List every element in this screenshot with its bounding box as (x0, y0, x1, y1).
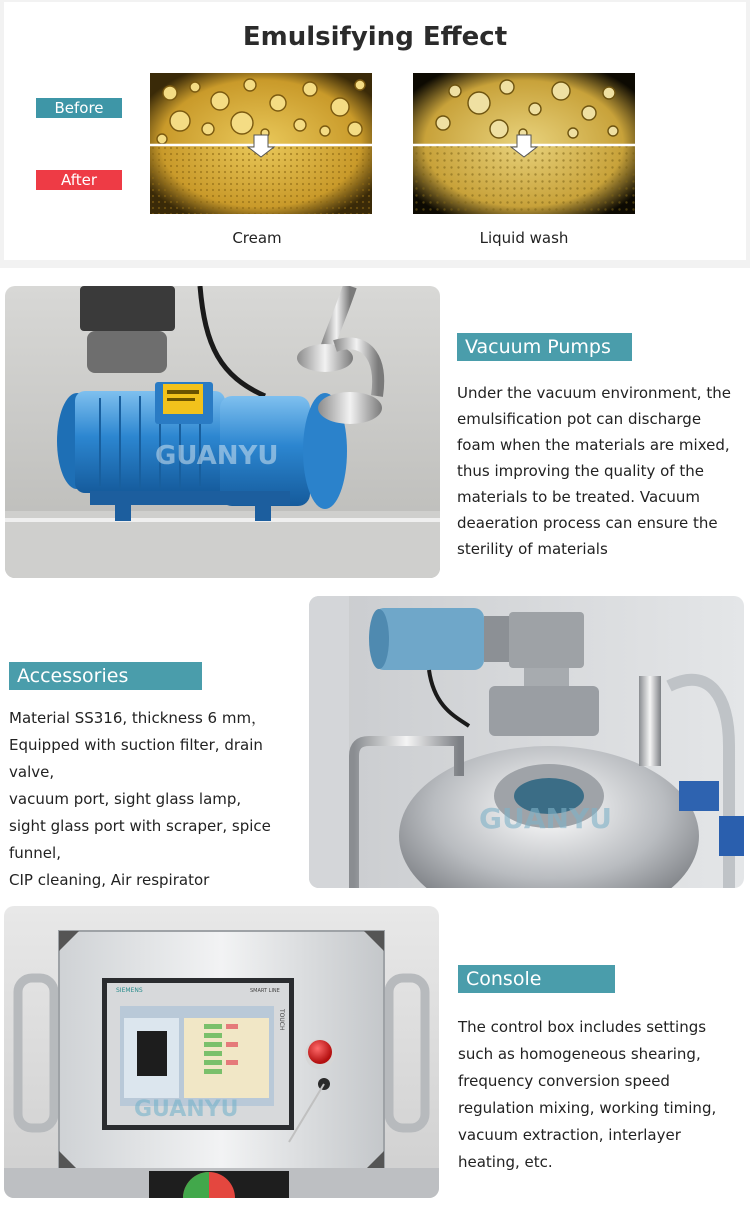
console-photo (4, 906, 439, 1198)
pump-watermark: GUANYU (155, 441, 279, 471)
accessories-description (9, 705, 304, 894)
effect-title: Emulsifying Effect (242, 22, 508, 52)
cream-micrograph (150, 73, 372, 214)
before-label: Before (36, 98, 122, 118)
vacuum-pump-photo (5, 286, 440, 578)
vacuum-pumps-heading: Vacuum Pumps (457, 333, 632, 361)
accessories-line: sight glass port with scraper, spice funnel, (9, 817, 271, 862)
accessories-watermark: GUANYU (479, 802, 612, 835)
console-description: The control box includes settings such as homogeneous shearing, frequency conversion speed regulation mixing, working timing, vacuum extraction, interlayer heating, etc. (458, 1018, 717, 1171)
accessories-line: CIP cleaning, Air respirator (9, 871, 210, 889)
accessories-line: Material SS316, thickness 6 mm， (9, 709, 267, 727)
console-heading: Console (458, 965, 615, 993)
accessories-photo (309, 596, 744, 888)
console-watermark: GUANYU (134, 1097, 239, 1122)
accessories-line: Equipped with suction filter, drain valve, (9, 736, 263, 781)
liquid-wash-micrograph (413, 73, 635, 214)
accessories-heading: Accessories (9, 662, 202, 690)
vacuum-pumps-description: Under the vacuum environment, the emulsification pot can discharge foam when the materials are mixed, thus improving the quality of the materials to be treated. Vacuum deaeration process can ensure the sterility of materials (457, 384, 731, 558)
panel-brand: SIEMENS (116, 987, 143, 994)
accessories-line: vacuum port, sight glass lamp, (9, 790, 242, 808)
cream-caption: Cream (232, 229, 282, 247)
panel-model: SMART LINE (250, 988, 280, 994)
liquid-wash-caption: Liquid wash (479, 229, 569, 247)
emulsifying-effect-section (0, 0, 750, 268)
after-label: After (36, 170, 122, 190)
touch-label: TOUCH (278, 1009, 285, 1031)
